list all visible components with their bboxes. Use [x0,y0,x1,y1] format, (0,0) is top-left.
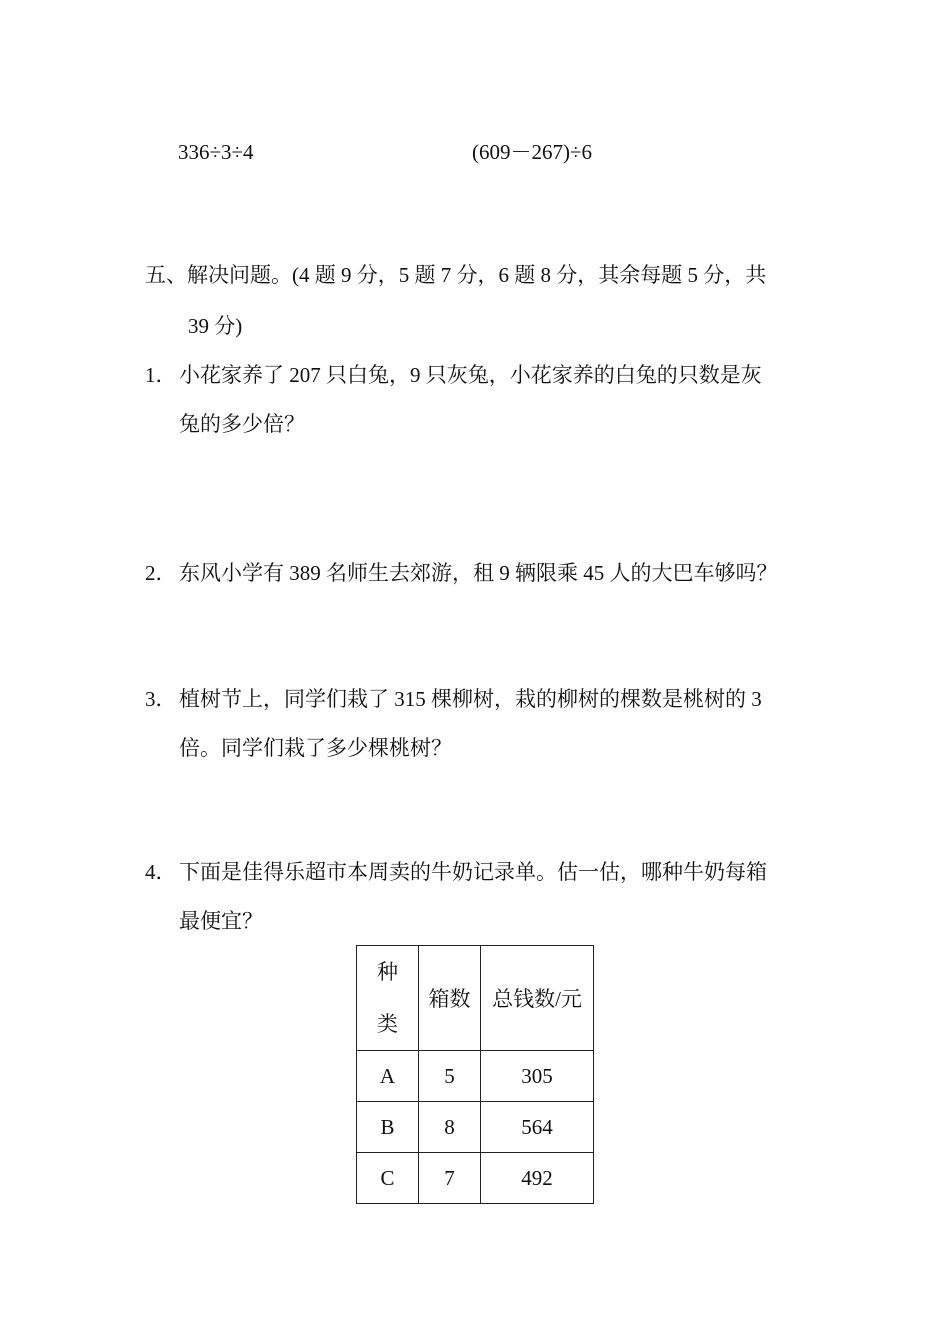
section-heading-continued: 39 分) [188,314,243,338]
section-heading: 五、解决问题。(4 题 9 分，5 题 7 分，6 题 8 分，其余每题 5 分，共 [145,263,767,287]
header-total-money: 总钱数/元 [481,946,594,1051]
question-text: 小花家养了 207 只白兔，9 只灰兔，小花家养的白兔的只数是灰 [179,363,762,387]
question-text-continued: 倍。同学们栽了多少棵桃树？ [179,736,452,760]
cell-type: C [357,1153,419,1204]
expression-2: (609－267)÷6 [472,140,593,164]
expression-1: 336÷3÷4 [178,140,254,164]
header-type [357,946,419,1051]
header-type-top: 种 [377,960,398,984]
cell-boxes: 5 [419,1051,481,1102]
question-text: 植树节上，同学们栽了 315 棵柳树，栽的柳树的棵数是桃树的 3 [179,687,762,711]
question-number: 2． [145,561,177,585]
question-text-continued: 最便宜？ [179,909,263,933]
cell-boxes: 8 [419,1102,481,1153]
question-number: 4． [145,860,177,884]
question-text: 东风小学有 389 名师生去郊游，租 9 辆限乘 45 人的大巴车够吗？ [179,561,778,585]
header-boxes: 箱数 [419,946,481,1051]
table-row [357,1102,594,1153]
question-text-continued: 兔的多少倍？ [179,412,305,436]
cell-boxes: 7 [419,1153,481,1204]
header-type-bottom: 类 [377,1012,398,1036]
table-header-row [357,946,594,1051]
cell-total: 305 [481,1051,594,1102]
cell-type: A [357,1051,419,1102]
question-text: 下面是佳得乐超市本周卖的牛奶记录单。估一估，哪种牛奶每箱 [179,860,767,884]
cell-total: 564 [481,1102,594,1153]
table-row [357,1051,594,1102]
table-row [357,1153,594,1204]
milk-sales-table [356,945,594,1204]
cell-type: B [357,1102,419,1153]
question-number: 1． [145,363,177,387]
cell-total: 492 [481,1153,594,1204]
question-number: 3． [145,687,177,711]
